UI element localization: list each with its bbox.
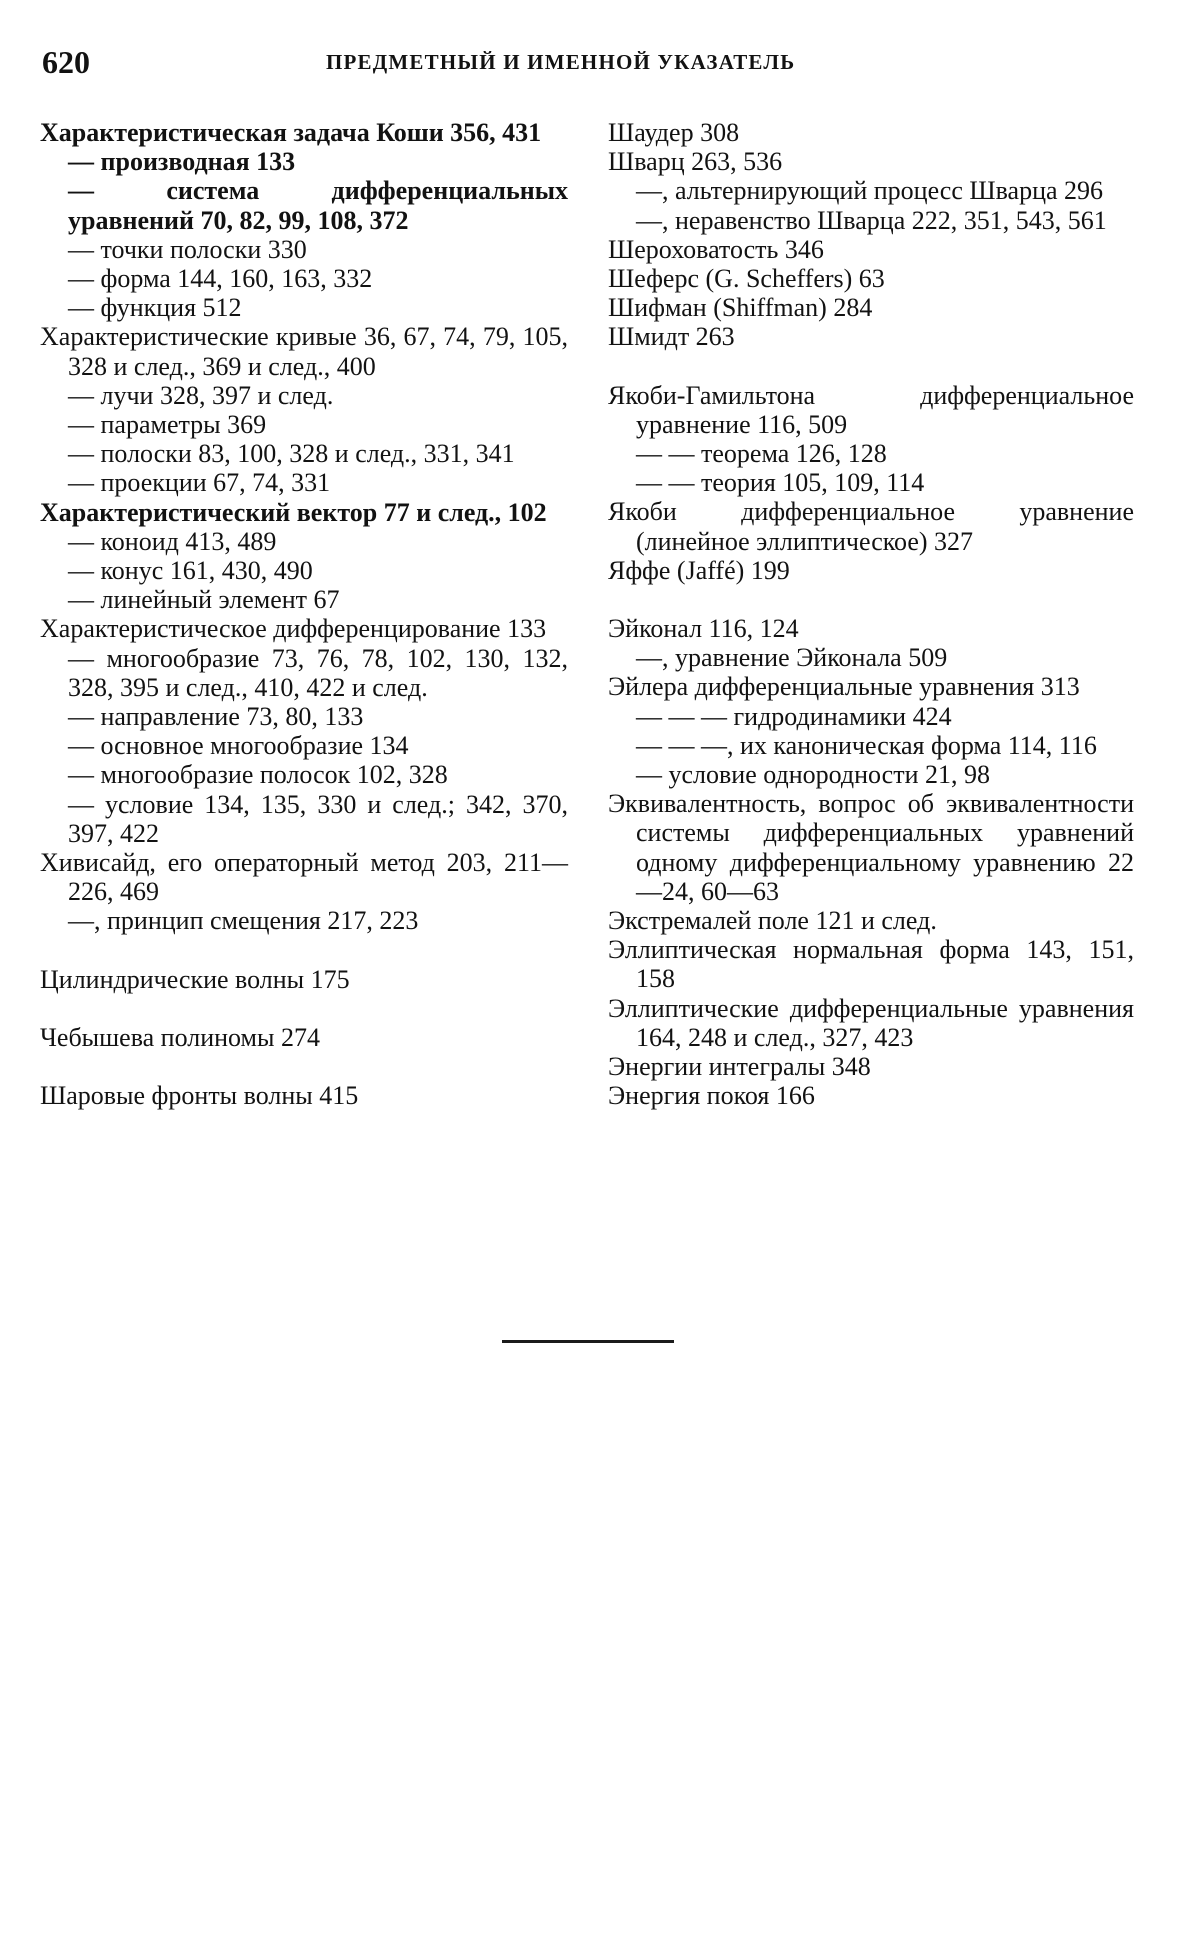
page-number: 620 [42, 44, 90, 80]
index-entry: Экстремалей поле 121 и след. [608, 906, 937, 936]
index-entry: Характеристические кривые 36, 67, 74, 79, 105, 328 и след., 369 и след., 400 [40, 322, 568, 381]
index-subentry: — система дифференциальных уравнений 70, 82, 99, 108, 372 [68, 176, 568, 235]
end-rule [502, 1340, 674, 1343]
index-entry: Цилиндрические волны 175 [40, 964, 350, 994]
index-entry: Эйконал 116, 124 [608, 614, 799, 644]
index-subentry: — многообразие 73, 76, 78, 102, 130, 132, 328, 395 и след., 410, 422 и след. [68, 643, 568, 702]
index-entry: Якоби-Гамильтона дифференциальное уравнение 116, 509 [608, 380, 1134, 439]
index-entry: Шаудер 308 [608, 118, 740, 147]
index-entry: Энергия покоя 166 [608, 1081, 815, 1111]
index-entry: Шифман (Shiffman) 284 [608, 293, 873, 323]
index-entry: Характеристический вектор 77 и след., 102 [40, 497, 547, 527]
index-entry: Эллиптические дифференциальные уравнения 164, 248 и след., 327, 423 [608, 993, 1134, 1052]
index-subentry: —, уравнение Эйконала 509 [636, 643, 948, 673]
index-subentry: — точки полоски 330 [68, 234, 307, 264]
index-subentry: — — теорема 126, 128 [636, 439, 887, 469]
index-subentry: — — —, их каноническая форма 114, 116 [636, 730, 1097, 760]
index-entry: Характеристическая задача Коши 356, 431 [40, 118, 542, 147]
index-column-right [608, 118, 1134, 1111]
index-entry: Характеристическое дифференцирование 133 [40, 614, 547, 644]
index-subentry: — — — гидродинамики 424 [636, 701, 952, 731]
index-subentry: — форма 144, 160, 163, 332 [68, 264, 373, 294]
index-entry: Шеферс (G. Scheffers) 63 [608, 264, 885, 294]
index-subentry: — производная 133 [68, 147, 296, 177]
index-column-left [40, 118, 568, 1110]
index-entry: Хивисайд, его операторный метод 203, 211—226, 469 [40, 848, 568, 907]
index-subentry: — основное многообразие 134 [68, 731, 409, 761]
index-subentry: — проекции 67, 74, 331 [68, 468, 331, 498]
index-entry: Шварц 263, 536 [608, 147, 783, 177]
index-subentry: — параметры 369 [68, 410, 267, 440]
index-entry: Чебышева полиномы 274 [40, 1022, 320, 1052]
index-entry: Яффе (Jaffé) 199 [608, 555, 790, 585]
index-subentry: — полоски 83, 100, 328 и след., 331, 341 [68, 439, 515, 469]
index-subentry: — условие однородности 21, 98 [636, 760, 990, 790]
index-subentry: —, неравенство Шварца 222, 351, 543, 561 [636, 205, 1107, 235]
index-subentry: — функция 512 [68, 293, 242, 323]
index-subentry: — — теория 105, 109, 114 [636, 468, 925, 498]
index-subentry: — направление 73, 80, 133 [68, 702, 364, 732]
index-subentry: —, альтернирующий процесс Шварца 296 [636, 176, 1104, 206]
index-entry: Эйлера дифференциальные уравнения 313 [608, 672, 1080, 702]
index-subentry: —, принцип смещения 217, 223 [68, 906, 419, 936]
index-subentry: — лучи 328, 397 и след. [68, 380, 334, 410]
index-subentry: — условие 134, 135, 330 и след.; 342, 370, 397, 422 [68, 789, 568, 848]
index-entry: Шмидт 263 [608, 322, 735, 352]
index-subentry: — линейный элемент 67 [68, 585, 340, 615]
index-subentry: — коноид 413, 489 [68, 526, 277, 556]
index-subentry: — многообразие полосок 102, 328 [68, 760, 448, 790]
running-head: ПРЕДМЕТНЫЙ И ИМЕННОЙ УКАЗАТЕЛЬ [326, 50, 796, 74]
index-entry: Якоби дифференциальное уравнение (линейное эллиптическое) 327 [608, 497, 1134, 556]
index-entry: Шаровые фронты волны 415 [40, 1081, 359, 1111]
index-entry: Эквивалентность, вопрос об эквивалентности системы дифференциальных уравнений одному дифференциальному уравнению 22—24, 60—63 [608, 789, 1134, 906]
index-entry: Эллиптическая нормальная форма 143, 151, 158 [608, 935, 1134, 994]
index-entry: Энергии интегралы 348 [608, 1052, 871, 1082]
index-entry: Шероховатость 346 [608, 234, 824, 264]
index-subentry: — конус 161, 430, 490 [68, 556, 313, 586]
